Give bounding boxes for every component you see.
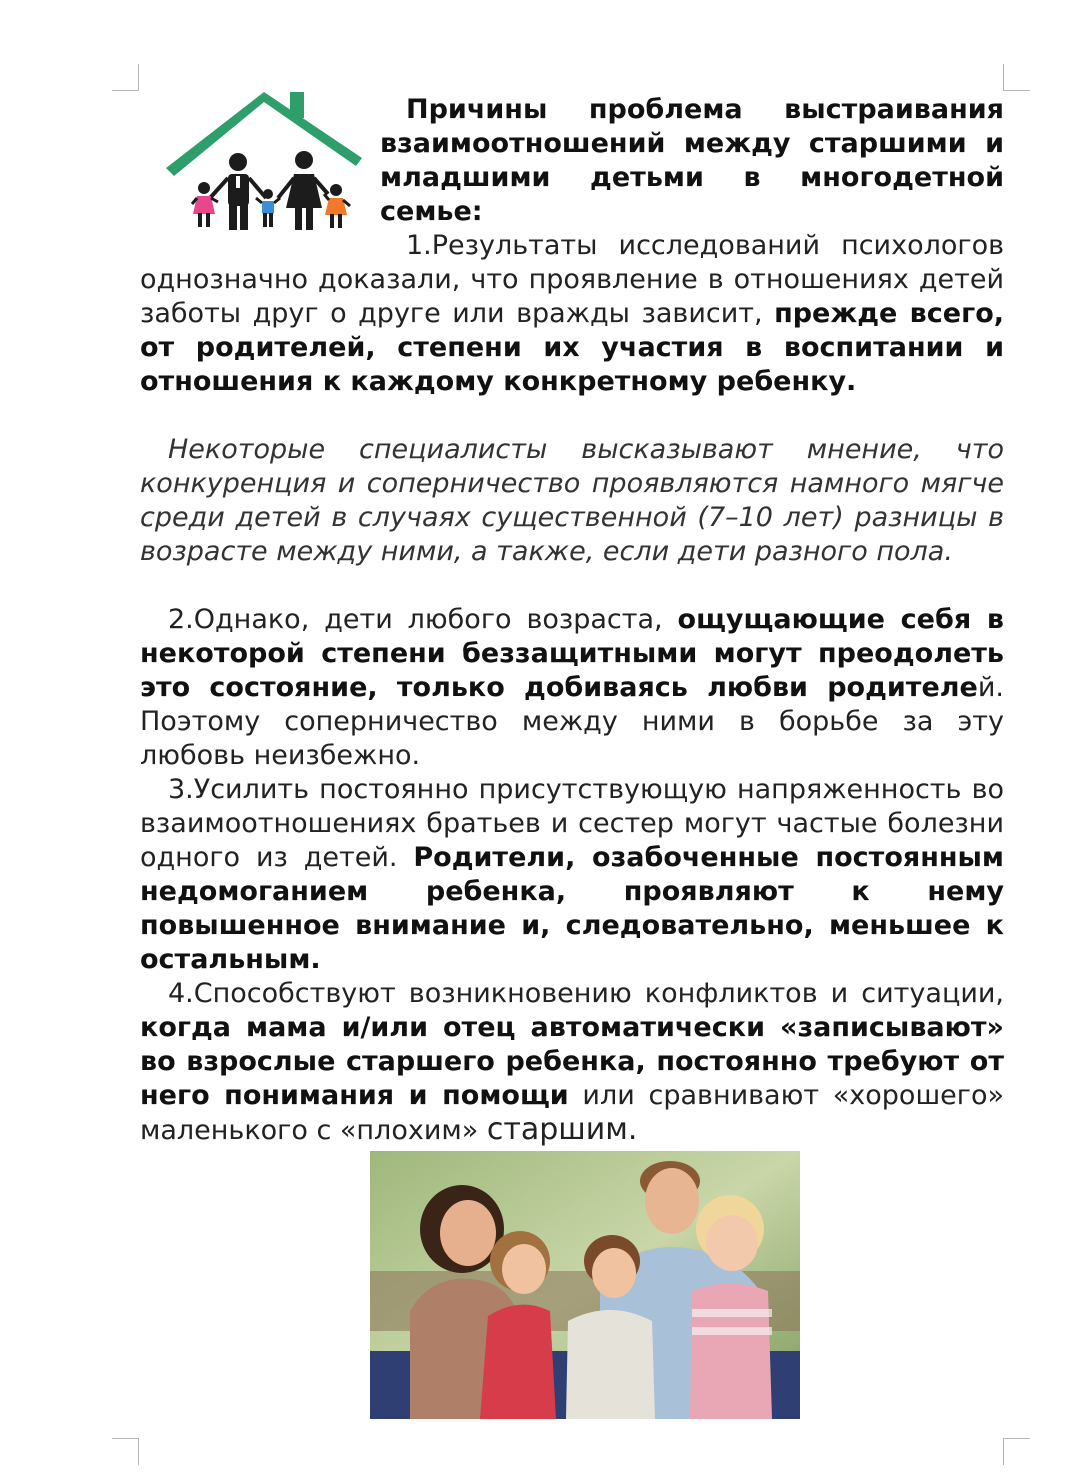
house-roof (166, 92, 362, 176)
paragraph-3 (140, 603, 1004, 773)
paragraph-2-italic: Некоторые специалисты высказывают мнение, что конкуренция и соперничество проявляются намного мягче среди детей в случаях существенной (7–10 лет) разницы в возрасте между ними, а также, если дети разного пола. (140, 434, 1004, 567)
paragraph-5-text-start: 4.Способствуют возникновению конфликтов и ситуации, (168, 978, 1004, 1009)
paragraph-3-bold: ощущающие себя в некоторой степени беззащитными могут преодолеть это состояние, только добиваясь любви родителе (140, 604, 1004, 703)
paragraph-3-text-end: й. Поэтому соперничество между ними в борьбе за эту любовь неизбежно. (140, 672, 1004, 771)
document-title: Причины проблема выстраивания взаимоотношений между старшими и младшими детьми в многодетной семье: (380, 94, 1004, 227)
crop-mark-top-left (112, 64, 139, 91)
paragraph-5 (140, 977, 1004, 1148)
paragraph-3-text-start: 2.Однако, дети любого возраста, (168, 604, 678, 635)
family-photo (370, 1151, 800, 1419)
paragraph-4-bold: Родители, озабоченные постоянным недомоганием ребенка, проявляют к нему повышенное внимание и, следовательно, меньшее к остальным. (140, 842, 1005, 975)
crop-mark-top-right (1003, 64, 1030, 91)
paragraph-1-bold: прежде всего, от родителей, степени их участия в воспитании и отношения к каждому конкретному ребенку. (140, 298, 1004, 397)
paragraph-4 (140, 773, 1004, 977)
mother-figure (278, 151, 328, 230)
paragraph-4-text: 3.Усилить постоянно присутствующую напряженность во взаимоотношениях братьев и сестер могут частые болезни одного из детей. (140, 774, 1004, 873)
paragraph-5-bold: когда мама и/или отец автоматически «записывают» во взрослые старшего ребенка, постоянно требуют от него понимания и помощи (140, 1012, 1004, 1111)
father-figure (210, 153, 266, 230)
child-figure-orange (324, 184, 350, 228)
paragraph-1-text: 1.Результаты исследований психологов однозначно доказали, что проявление в отношениях детей заботы друг о друге или вражды зависит, (140, 230, 1004, 329)
paragraph-1 (140, 229, 1004, 399)
paragraph-5-last-word: старшим. (486, 1112, 638, 1147)
crop-mark-bottom-right (1003, 1438, 1030, 1465)
crop-mark-bottom-left (112, 1438, 139, 1465)
paragraph-5-text-end: или сравнивают «хорошего» маленького с «плохим» (140, 1080, 1004, 1146)
family-house-icon (166, 90, 362, 235)
child-figure-blue (256, 189, 280, 227)
child-figure-pink (192, 182, 218, 227)
